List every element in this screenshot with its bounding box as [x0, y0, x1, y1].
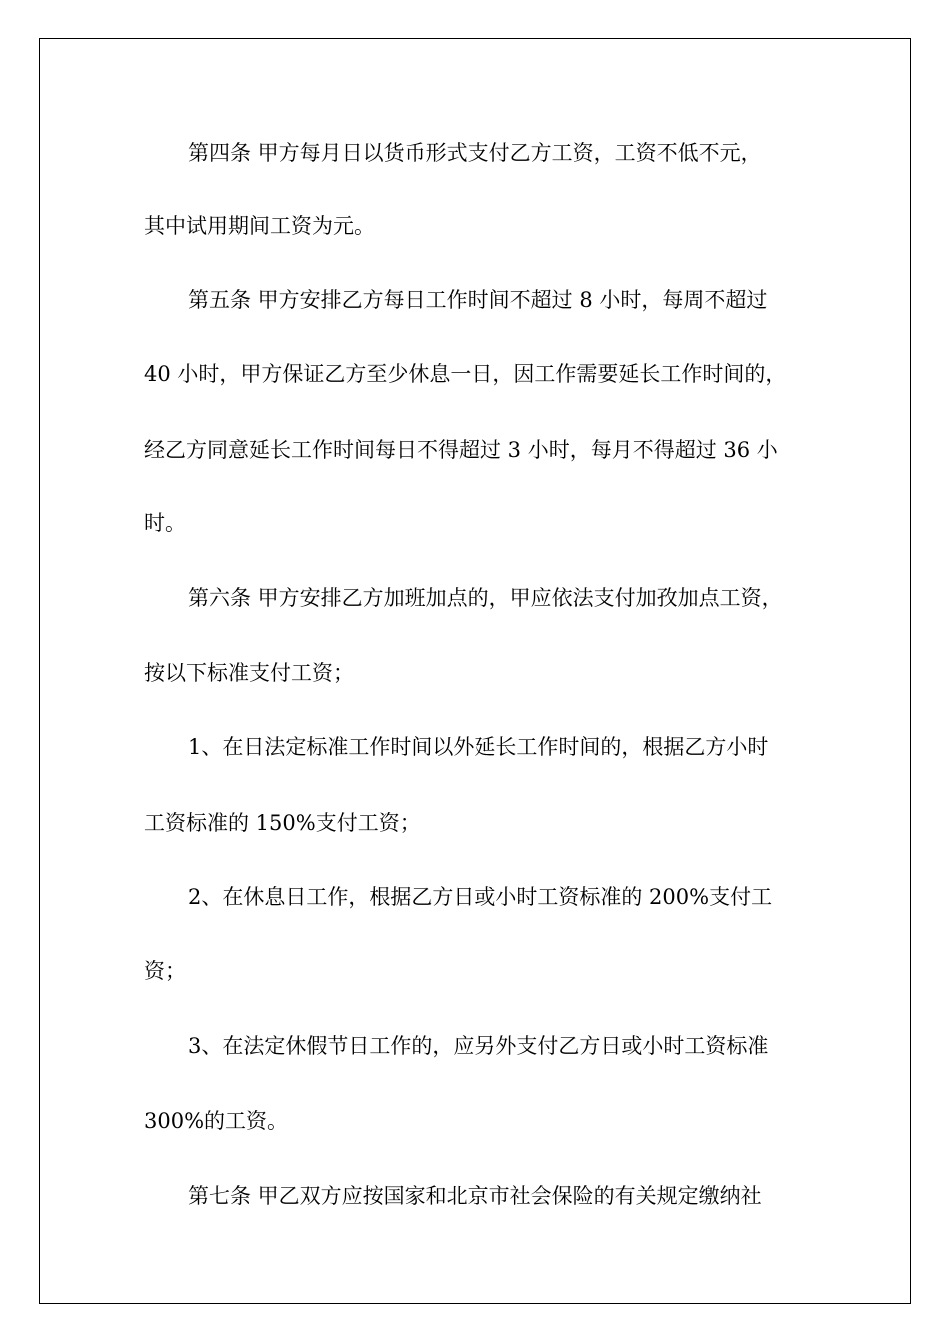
text-line-3: 第五条 甲方安排乙方每日工作时间不超过 8 小时，每周不超过: [188, 288, 768, 312]
text-line-7: 第六条 甲方安排乙方加班加点的，甲应依法支付加孜加点工资，: [188, 586, 783, 610]
text-line-15: 第七条 甲乙双方应按国家和北京市社会保险的有关规定缴纳社: [188, 1184, 762, 1208]
text-line-13: 3、在法定休假节日工作的，应另外支付乙方日或小时工资标准: [188, 1034, 769, 1058]
text-line-9: 1、在日法定标准工作时间以外延长工作时间的，根据乙方小时: [188, 735, 769, 759]
text-line-14: 300%的工资。: [144, 1109, 289, 1133]
text-line-6: 时。: [144, 511, 186, 535]
text-line-1: 第四条 甲方每月日以货币形式支付乙方工资，工资不低不元，: [188, 141, 762, 165]
text-line-5: 经乙方同意延长工作时间每日不得超过 3 小时，每月不得超过 36 小: [144, 438, 778, 462]
text-line-2: 其中试用期间工资为元。: [144, 214, 375, 238]
text-line-4: 40 小时，甲方保证乙方至少休息一日，因工作需要延长工作时间的，: [144, 362, 787, 386]
text-line-12: 资；: [144, 959, 186, 983]
text-line-8: 按以下标准支付工资；: [144, 661, 354, 685]
text-line-10: 工资标准的 150%支付工资；: [144, 811, 421, 835]
text-line-11: 2、在休息日工作，根据乙方日或小时工资标准的 200%支付工: [188, 885, 773, 909]
